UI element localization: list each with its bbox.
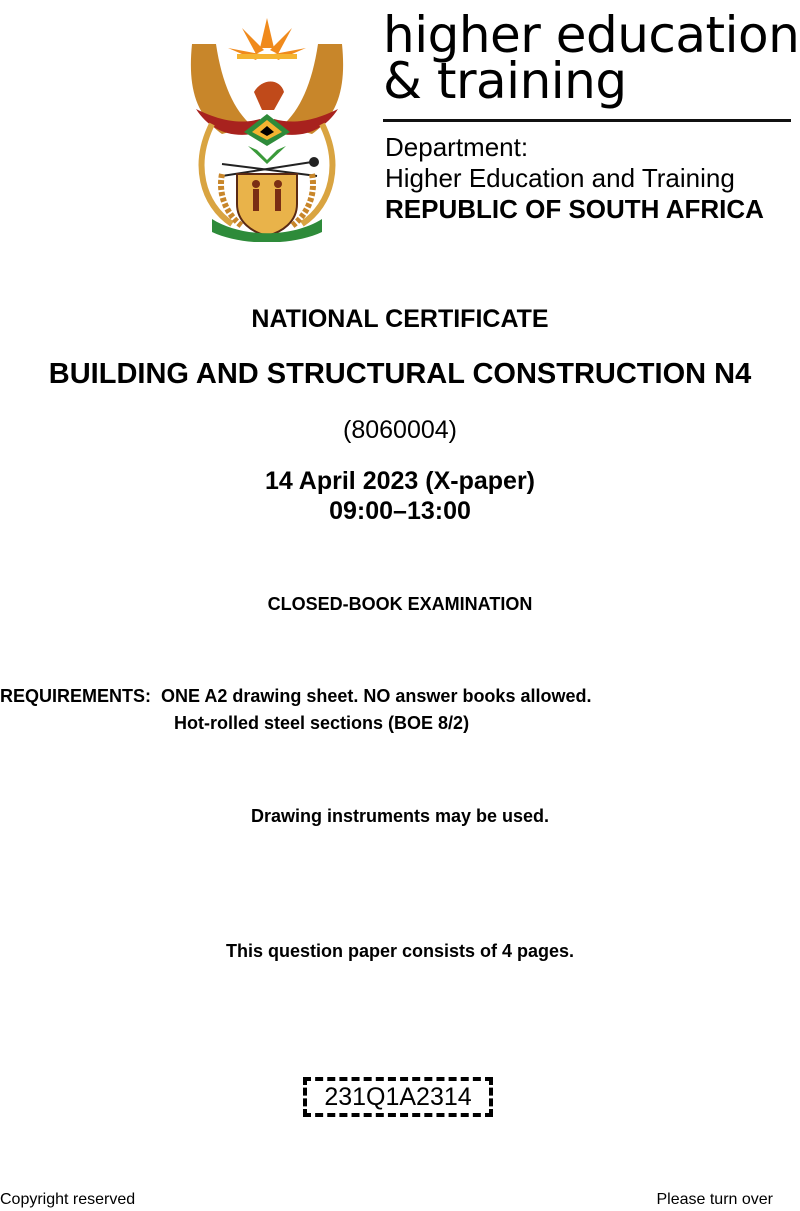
coat-of-arms-icon <box>182 14 352 242</box>
department-block <box>385 132 764 225</box>
brand-wordmark <box>383 6 800 110</box>
brand-line2: & training <box>383 52 627 110</box>
certificate-title: NATIONAL CERTIFICATE <box>251 305 549 333</box>
footer-copyright: Copyright reserved <box>0 1191 136 1208</box>
requirements-line2: Hot-rolled steel sections (BOE 8/2) <box>174 713 470 733</box>
requirements-block <box>0 683 591 737</box>
brand-line1: higher education <box>383 6 800 64</box>
exam-date: 14 April 2023 (X-paper) <box>264 467 535 495</box>
subject-code: (8060004) <box>343 416 457 444</box>
paper-code: 231Q1A2314 <box>324 1083 472 1111</box>
footer-turn-over: Please turn over <box>656 1191 773 1208</box>
department-name: Higher Education and Training <box>385 163 735 193</box>
country-name: REPUBLIC OF SOUTH AFRICA <box>385 194 764 224</box>
pages-note: This question paper consists of 4 pages. <box>225 941 575 961</box>
exam-type: CLOSED-BOOK EXAMINATION <box>267 594 533 614</box>
instruments-note: Drawing instruments may be used. <box>250 806 550 826</box>
brand-divider <box>383 119 791 122</box>
paper-code-box <box>303 1077 493 1117</box>
exam-date-block <box>0 466 800 526</box>
requirements-line1: ONE A2 drawing sheet. NO answer books allowed. <box>161 686 592 706</box>
department-label: Department: <box>385 132 529 162</box>
subject-title: BUILDING AND STRUCTURAL CONSTRUCTION N4 <box>48 358 752 390</box>
requirements-label: REQUIREMENTS: <box>0 686 152 706</box>
exam-time: 09:00–13:00 <box>329 497 471 525</box>
